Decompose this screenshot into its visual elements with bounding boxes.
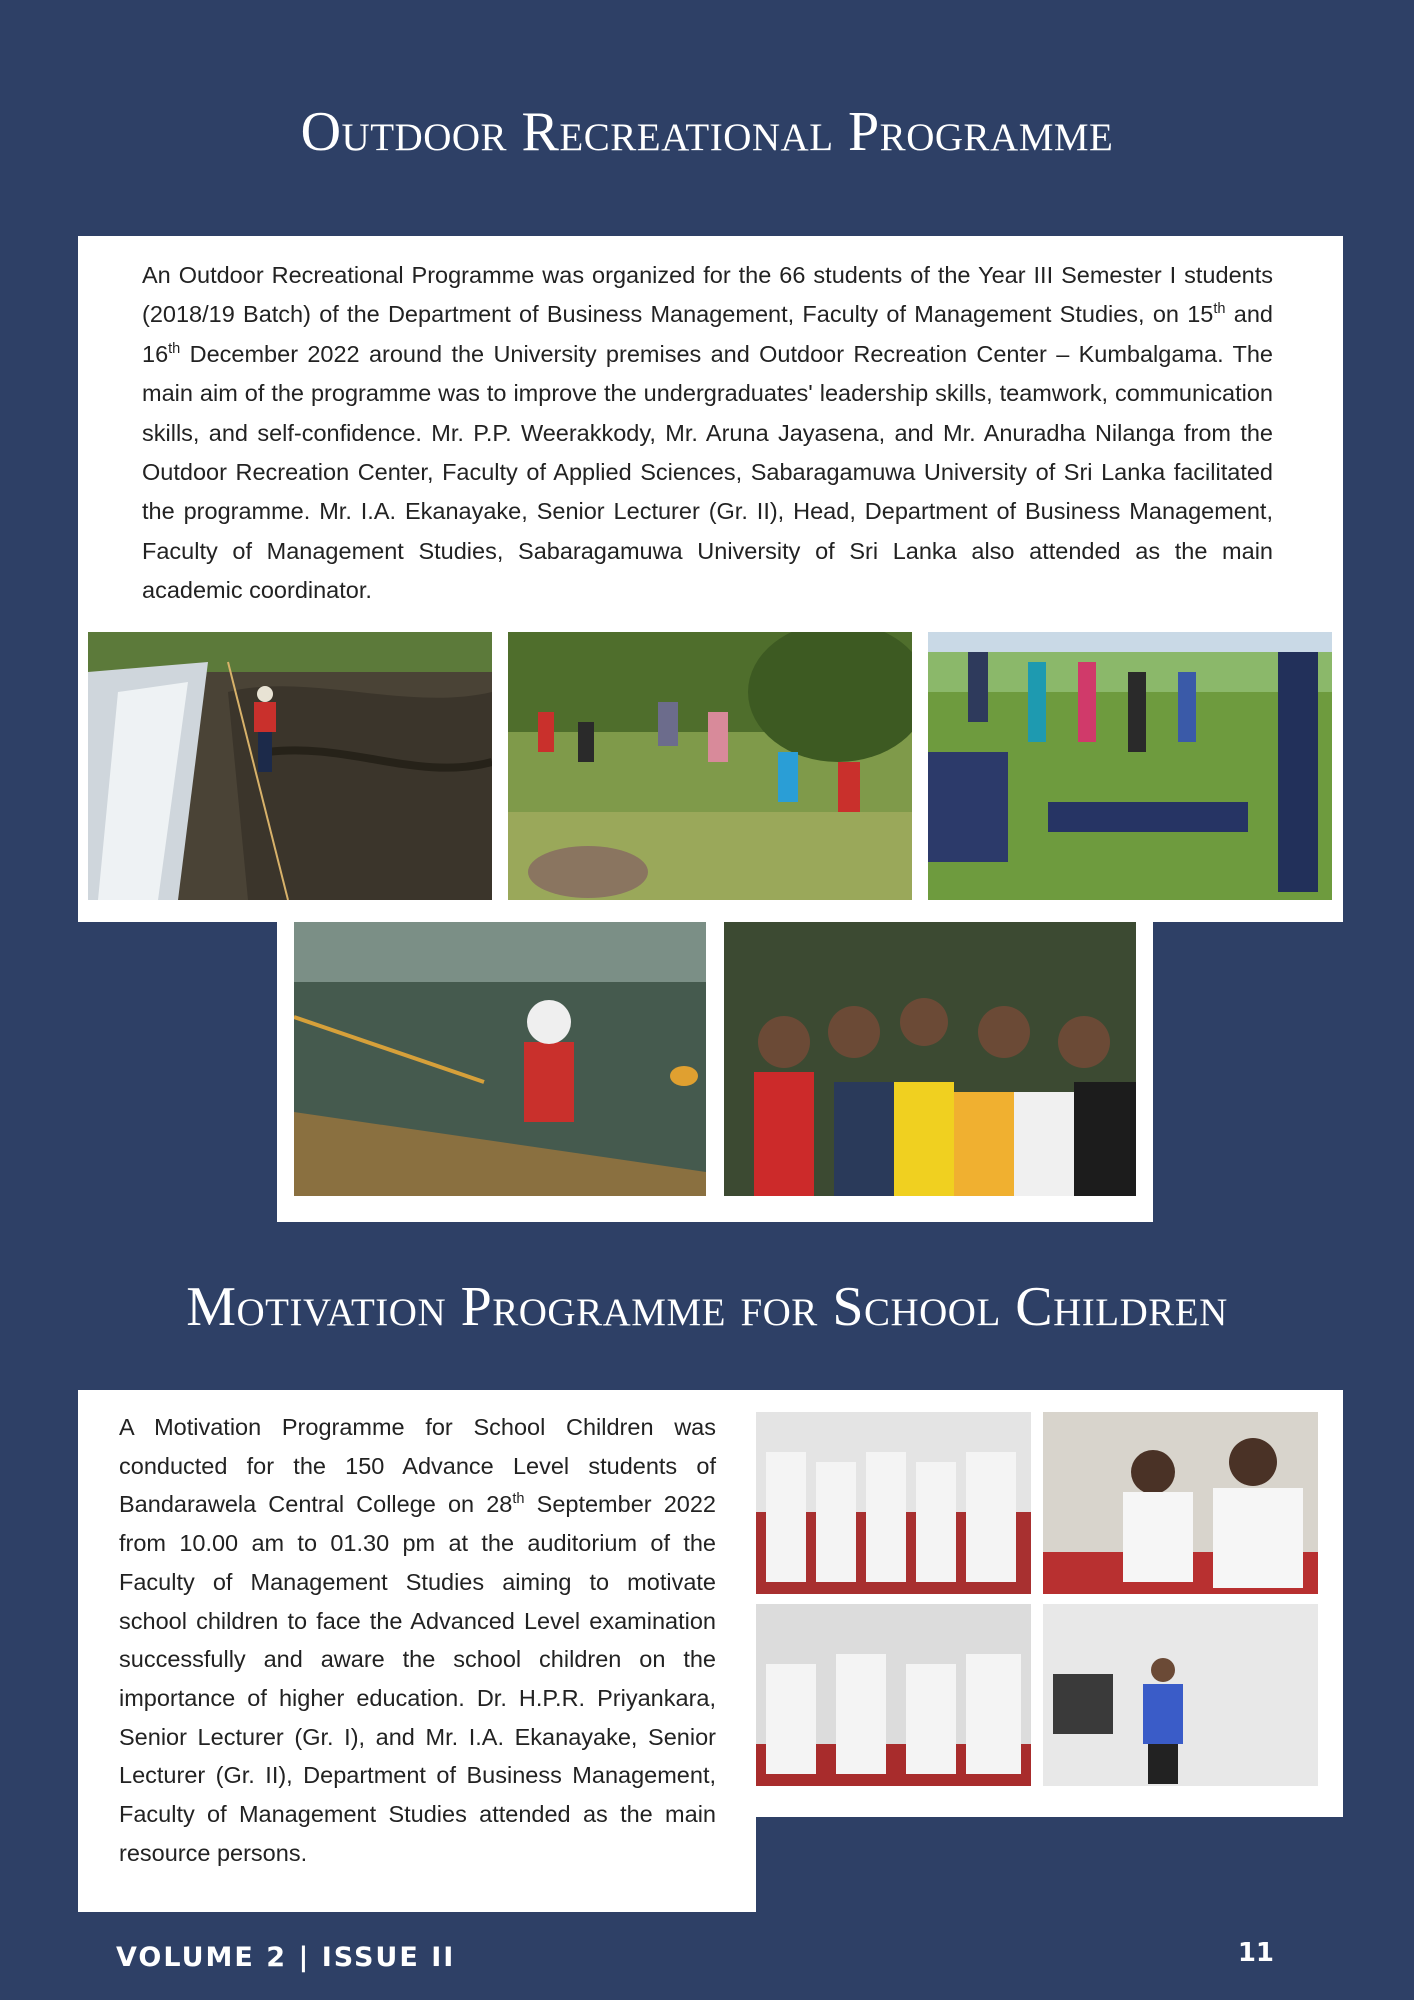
section-title-motivation: Motivation Programme for School Children — [186, 1276, 1228, 1338]
footer-issue: VOLUME 2 | ISSUE II — [116, 1942, 456, 1973]
photo-group-crowd — [724, 922, 1136, 1196]
outdoor-description: An Outdoor Recreational Programme was organized for the 66 students of the Year III Semester I students (2018/19 Batch) of the Department of Business Management, Faculty of Management Studies, on 15th and 16th December 2022 around the University premises and Outdoor Recreation Center – Kumbalgama. The main aim of the programme was to improve the undergraduates' leadership skills, teamwork, communication skills, and self-confidence. Mr. P.P. Weerakkody, Mr. Aruna Jayasena, and Mr. Anuradha Nilanga from the Outdoor Recreation Center, Faculty of Applied Sciences, Sabaragamuwa University of Sri Lanka facilitated the programme. Mr. I.A. Ekanayake, Senior Lecturer (Gr. II), Head, Department of Business Management, Faculty of Management Studies, Sabaragamuwa University of Sri Lanka also attended as the main academic coordinator. — [142, 262, 1273, 604]
section-title-outdoor: Outdoor Recreational Programme — [300, 101, 1114, 163]
photo-students-seated — [1043, 1412, 1318, 1594]
photo-speaker-presenting — [1043, 1604, 1318, 1786]
photo-hiking-group — [508, 632, 912, 900]
page-number: 11 — [1237, 1938, 1274, 1968]
photo-students-activity — [756, 1604, 1031, 1786]
motivation-description: A Motivation Programme for School Children was conducted for the 150 Advance Level students of Bandarawela Central College on 28th September 2022 from 10.00 am to 01.30 pm at the auditorium of the Faculty of Management Studies aiming to motivate school children to face the Advanced Level examination successfully and aware the school children on the importance of higher education. Dr. H.P.R. Priyankara, Senior Lecturer (Gr. I), and Mr. I.A. Ekanayake, Senior Lecturer (Gr. II), Department of Business Management, Faculty of Management Studies attended as the main resource persons. — [119, 1414, 716, 1866]
photo-river-rope — [294, 922, 706, 1196]
photo-auditorium-students — [756, 1412, 1031, 1594]
photo-waterfall-climb — [88, 632, 492, 900]
photo-team-game — [928, 632, 1332, 900]
